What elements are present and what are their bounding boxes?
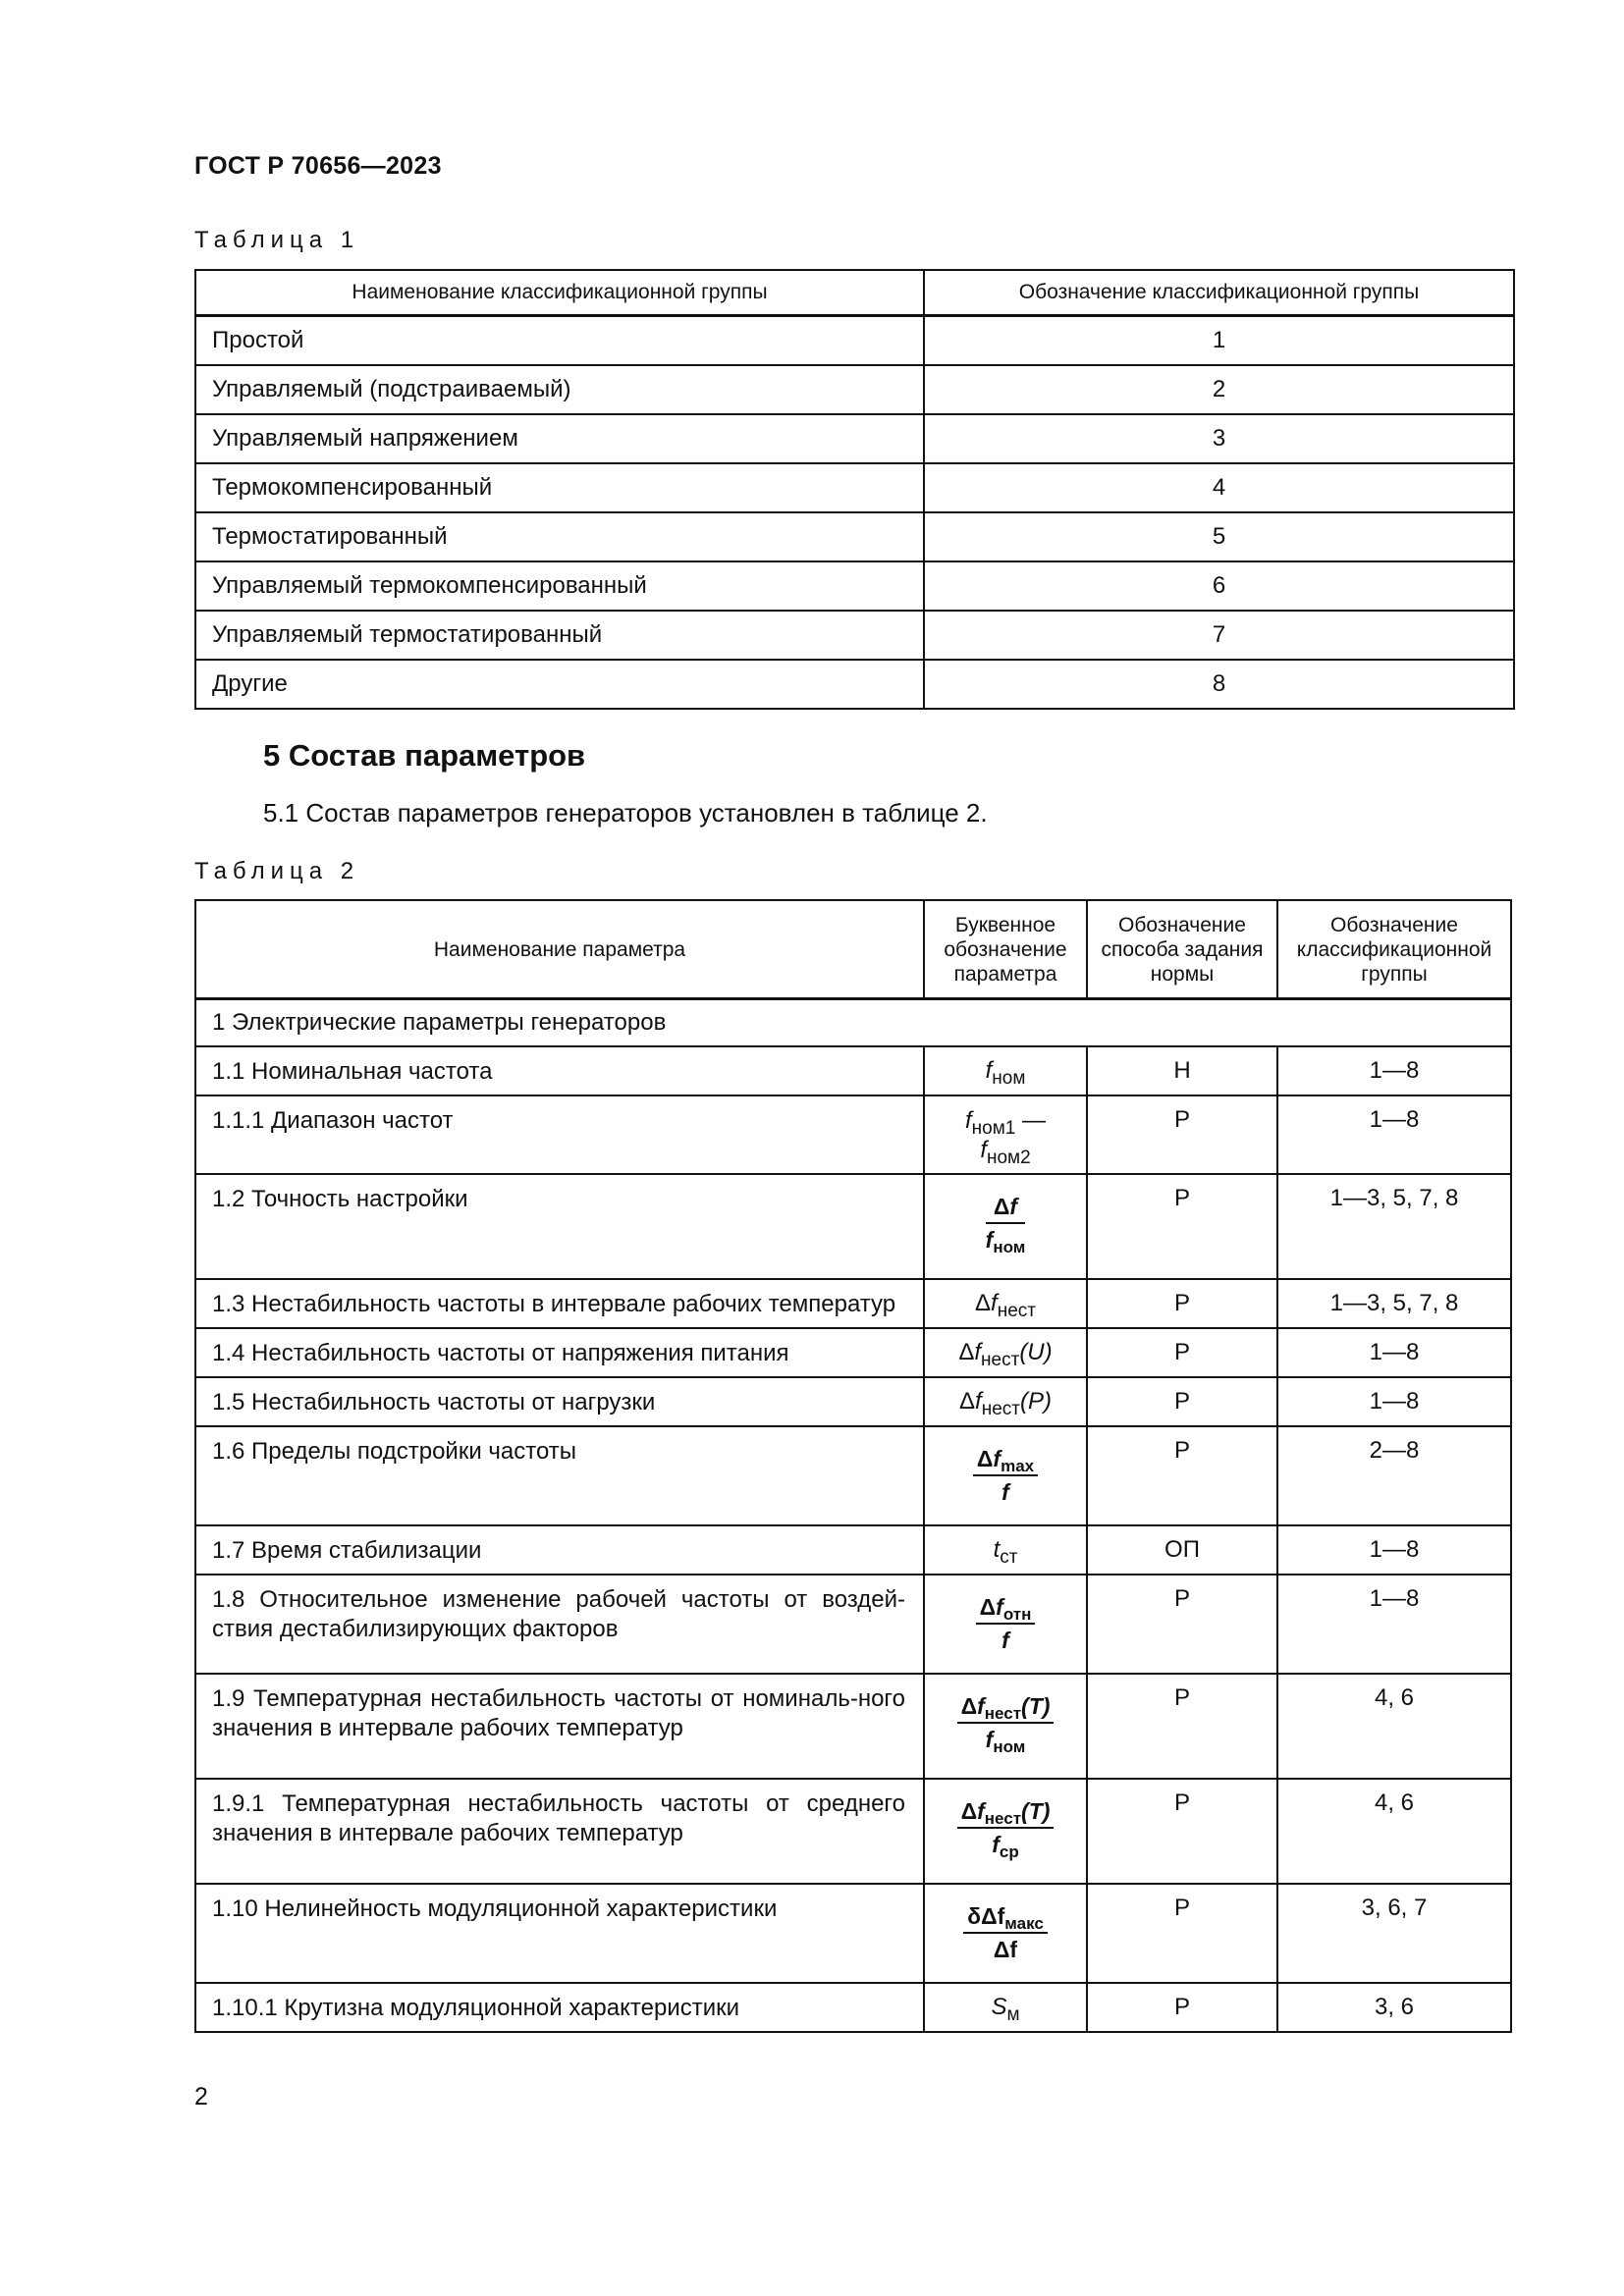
table-row bbox=[195, 512, 1514, 561]
param-method: Р bbox=[1087, 1575, 1277, 1674]
param-method: Р bbox=[1087, 1884, 1277, 1983]
param-name: 1.3 Нестабильность частоты в интервале рабочих температур bbox=[195, 1279, 924, 1328]
table-row bbox=[195, 463, 1514, 512]
param-name: 1.2 Точность настройки bbox=[195, 1174, 924, 1279]
param-method: Р bbox=[1087, 1328, 1277, 1377]
group-name: Термостатированный bbox=[195, 512, 924, 561]
param-name: 1.9 Температурная нестабильность частоты от номиналь-ного значения в интервале рабочих температур bbox=[195, 1674, 924, 1779]
table-row bbox=[195, 1674, 1511, 1779]
fraction: $\frac{\Delta f_{нест}(T)}{f_{ср}}$ bbox=[957, 1797, 1055, 1858]
param-group: 1—8 bbox=[1277, 1046, 1511, 1095]
param-symbol bbox=[924, 1174, 1087, 1279]
param-symbol: $t_{ст}$ bbox=[924, 1525, 1087, 1575]
param-symbol bbox=[924, 1674, 1087, 1779]
table-row bbox=[195, 365, 1514, 414]
param-name: 1.1 Номинальная частота bbox=[195, 1046, 924, 1095]
param-group: 1—8 bbox=[1277, 1095, 1511, 1174]
fraction: $\frac{\delta\Delta f_{макс}}{\Delta f}$ bbox=[963, 1902, 1048, 1963]
group-code: 3 bbox=[924, 414, 1514, 463]
table1-header-row bbox=[195, 270, 1514, 316]
param-name: 1.10.1 Крутизна модуляционной характеристики bbox=[195, 1983, 924, 2032]
group-code: 6 bbox=[924, 561, 1514, 611]
param-method: Р bbox=[1087, 1983, 1277, 2032]
group-code: 8 bbox=[924, 660, 1514, 709]
param-method: Р bbox=[1087, 1426, 1277, 1525]
table-row bbox=[195, 1884, 1511, 1983]
group-name: Управляемый термостатированный bbox=[195, 611, 924, 660]
table2-col-name: Наименование параметра bbox=[195, 900, 924, 999]
fraction: $\frac{\Delta f_{max}}{f}$ bbox=[973, 1445, 1038, 1506]
group-name: Другие bbox=[195, 660, 924, 709]
group-row-title: 1 Электрические параметры генераторов bbox=[195, 999, 1511, 1046]
group-name: Термокомпенсированный bbox=[195, 463, 924, 512]
param-symbol bbox=[924, 1575, 1087, 1674]
param-method: Н bbox=[1087, 1046, 1277, 1095]
group-name: Управляемый напряжением bbox=[195, 414, 924, 463]
param-group: 1—8 bbox=[1277, 1525, 1511, 1575]
group-code: 4 bbox=[924, 463, 1514, 512]
table2-caption: Таблица 2 bbox=[194, 858, 360, 884]
param-symbol bbox=[924, 1426, 1087, 1525]
param-group: 1—8 bbox=[1277, 1575, 1511, 1674]
param-method: Р bbox=[1087, 1174, 1277, 1279]
param-symbol: $S_м$ bbox=[924, 1983, 1087, 2032]
param-group: 4, 6 bbox=[1277, 1779, 1511, 1884]
param-group: 1—8 bbox=[1277, 1377, 1511, 1426]
table-row bbox=[195, 1426, 1511, 1525]
section-paragraph: 5.1 Состав параметров генераторов установлен в таблице 2. bbox=[263, 798, 988, 828]
param-symbol: $f_{ном}$ bbox=[924, 1046, 1087, 1095]
table1-col-name: Наименование классификационной группы bbox=[195, 270, 924, 316]
param-name: 1.9.1 Температурная нестабильность частоты от среднего значения в интервале рабочих температур bbox=[195, 1779, 924, 1884]
fraction: $\frac{\Delta f}{f_{ном}}$ bbox=[985, 1193, 1026, 1256]
param-method: Р bbox=[1087, 1674, 1277, 1779]
table2-header-row bbox=[195, 900, 1511, 999]
table-row bbox=[195, 611, 1514, 660]
table-row bbox=[195, 1046, 1511, 1095]
param-name: 1.4 Нестабильность частоты от напряжения питания bbox=[195, 1328, 924, 1377]
param-group: 1—3, 5, 7, 8 bbox=[1277, 1279, 1511, 1328]
table2-col-method: Обозначение способа задания нормы bbox=[1087, 900, 1277, 999]
table-row bbox=[195, 660, 1514, 709]
group-code: 7 bbox=[924, 611, 1514, 660]
table-row bbox=[195, 316, 1514, 366]
param-symbol: $\Delta f_{нест}(U)$ bbox=[924, 1328, 1087, 1377]
table-row bbox=[195, 561, 1514, 611]
table1-col-code: Обозначение классификационной группы bbox=[924, 270, 1514, 316]
page-number: 2 bbox=[194, 2083, 208, 2110]
table-row bbox=[195, 1095, 1511, 1174]
param-group: 1—8 bbox=[1277, 1328, 1511, 1377]
param-name: 1.6 Пределы подстройки частоты bbox=[195, 1426, 924, 1525]
param-group: 2—8 bbox=[1277, 1426, 1511, 1525]
table-row bbox=[195, 1779, 1511, 1884]
table-row bbox=[195, 1983, 1511, 2032]
param-method: Р bbox=[1087, 1377, 1277, 1426]
table-row bbox=[195, 1575, 1511, 1674]
table2-col-group: Обозначение классификационной группы bbox=[1277, 900, 1511, 999]
param-name: 1.10 Нелинейность модуляционной характеристики bbox=[195, 1884, 924, 1983]
table-row bbox=[195, 414, 1514, 463]
param-name: 1.7 Время стабилизации bbox=[195, 1525, 924, 1575]
table2-col-symbol: Буквенное обозначение параметра bbox=[924, 900, 1087, 999]
document-header: ГОСТ Р 70656—2023 bbox=[194, 152, 442, 180]
group-name: Простой bbox=[195, 316, 924, 366]
param-name: 1.1.1 Диапазон частот bbox=[195, 1095, 924, 1174]
param-group: 4, 6 bbox=[1277, 1674, 1511, 1779]
param-group: 3, 6, 7 bbox=[1277, 1884, 1511, 1983]
table-row bbox=[195, 1377, 1511, 1426]
param-method: Р bbox=[1087, 1279, 1277, 1328]
section-title: 5 Состав параметров bbox=[263, 738, 586, 773]
table1-caption: Таблица 1 bbox=[194, 227, 360, 253]
table-row bbox=[195, 1328, 1511, 1377]
param-symbol bbox=[924, 1779, 1087, 1884]
group-name: Управляемый термокомпенсированный bbox=[195, 561, 924, 611]
parameters-table bbox=[194, 899, 1512, 2033]
group-code: 1 bbox=[924, 316, 1514, 366]
param-group: 1—3, 5, 7, 8 bbox=[1277, 1174, 1511, 1279]
param-method: ОП bbox=[1087, 1525, 1277, 1575]
group-row bbox=[195, 999, 1511, 1046]
param-symbol: $\Delta f_{нест}(P)$ bbox=[924, 1377, 1087, 1426]
table-row bbox=[195, 1525, 1511, 1575]
param-group: 3, 6 bbox=[1277, 1983, 1511, 2032]
table-row bbox=[195, 1279, 1511, 1328]
param-method: Р bbox=[1087, 1779, 1277, 1884]
group-code: 5 bbox=[924, 512, 1514, 561]
param-symbol: $f_{ном1}$ — $f_{ном2}$ bbox=[924, 1095, 1087, 1174]
group-code: 2 bbox=[924, 365, 1514, 414]
param-symbol: $\Delta f_{нест}$ bbox=[924, 1279, 1087, 1328]
param-name: 1.8 Относительное изменение рабочей частоты от воздей-ствия дестабилизирующих факторов bbox=[195, 1575, 924, 1674]
fraction: $\frac{\Delta f_{отн}}{f}$ bbox=[976, 1593, 1036, 1654]
fraction: $\frac{\Delta f_{нест}(T)}{f_{ном}}$ bbox=[957, 1692, 1055, 1753]
classification-table bbox=[194, 269, 1515, 710]
param-name: 1.5 Нестабильность частоты от нагрузки bbox=[195, 1377, 924, 1426]
table-row bbox=[195, 1174, 1511, 1279]
param-symbol bbox=[924, 1884, 1087, 1983]
param-method: Р bbox=[1087, 1095, 1277, 1174]
group-name: Управляемый (подстраиваемый) bbox=[195, 365, 924, 414]
